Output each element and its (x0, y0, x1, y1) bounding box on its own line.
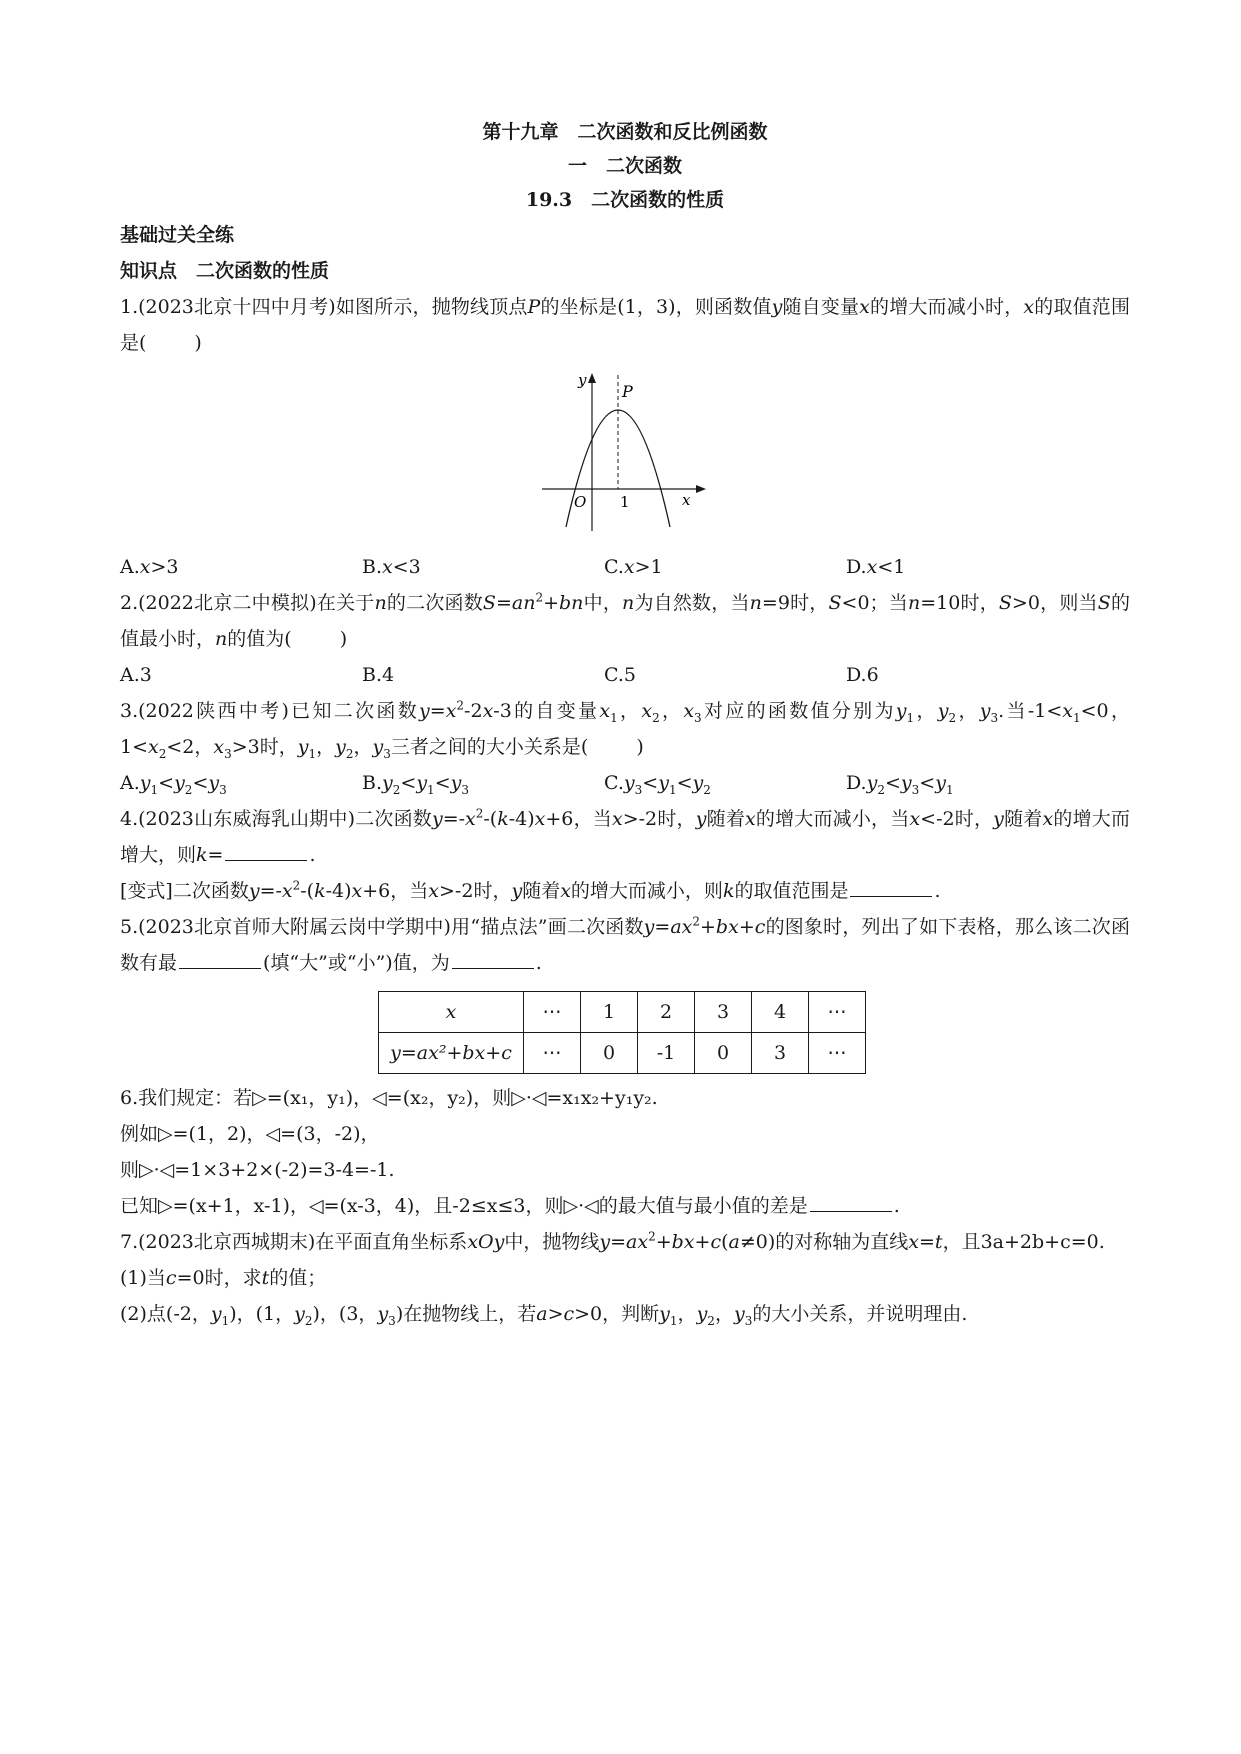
question-3-options (120, 765, 1130, 801)
option-a: A.3 (120, 664, 152, 686)
question-6-line-1: 6.我们规定：若▷=(x₁，y₁)，◁=(x₂，y₂)，则▷·◁=x₁x₂+y₁y₂. (120, 1087, 658, 1109)
table-cell: -1 (638, 1033, 695, 1074)
worksheet-page (120, 115, 1130, 1332)
option-c: $C.y_3<y_1<y_2$ (604, 772, 711, 797)
question-1-options (120, 549, 1130, 585)
option-b: B.4 (362, 664, 395, 686)
answer-blank[interactable] (179, 967, 261, 969)
option-a: $A.y_1<y_2<y_3$ (120, 772, 227, 797)
table-cell: ⋯ (524, 1033, 581, 1074)
label-y: y (578, 371, 587, 389)
x-axis-arrow (696, 485, 706, 493)
table-cell: y=ax²+bx+c (379, 1033, 524, 1074)
table-cell: 1 (581, 992, 638, 1033)
answer-blank[interactable] (850, 895, 932, 897)
question-4-variant: [变式]二次函数$y=-x^2-(k-4)x+6$，当x>-2时，y随着x的增大而减小，则k的取值范围是 . (120, 878, 941, 902)
table-cell: 0 (581, 1033, 638, 1074)
option-a: A.x>3 (120, 556, 179, 578)
label-O: O (574, 493, 587, 511)
values-table (378, 991, 866, 1074)
label-x: x (682, 491, 691, 509)
label-1: 1 (620, 493, 630, 511)
section-title: 一 二次函数 (567, 155, 682, 177)
table-cell: 3 (752, 1033, 809, 1074)
question-3: 3.(2022陕西中考)已知二次函数$y=x^2-2x-3$的自变量$x_1$，$x_2$，$x_3$对应的函数值分别为$y_1$，$y_2$，$y_3$.当$-1<x_1<0$，$1<x_2<2$，$x_3>3$时，$y_1$，$y_2$，$y_3$三者之间的大小关系是( ) (120, 698, 1130, 761)
practice-title: 基础过关全练 (120, 224, 235, 246)
table-cell: 0 (695, 1033, 752, 1074)
label-P: P (622, 382, 633, 401)
question-7-part-2: (2)点(-2，$y_1$)，(1，$y_2$)，(3，$y_3$)在抛物线上，若a>c>0，判断$y_1$，$y_2$，$y_3$的大小关系，并说明理由. (120, 1303, 968, 1328)
lesson-title: 19.3 二次函数的性质 (525, 189, 725, 211)
table-row (379, 1033, 866, 1074)
option-c: C.x>1 (604, 556, 663, 578)
question-6-line-2: 例如▷=(1，2)，◁=(3，-2)， (120, 1123, 380, 1145)
option-d: D.6 (846, 664, 879, 686)
option-d: D.x<1 (846, 556, 906, 578)
table-cell: ⋯ (809, 1033, 866, 1074)
table-cell: 3 (695, 992, 752, 1033)
question-5: 5.(2023北京首师大附属云岗中学期中)用“描点法”画二次函数$y=ax^2+bx+c$的图象时，列出了如下表格，那么该二次函数有最 (填“大”或“小”)值，为 . (120, 914, 1130, 974)
table-cell: x (379, 992, 524, 1033)
question-2: 2.(2022北京二中模拟)在关于n的二次函数$S=an^2+bn$中，n为自然数，当n=9时，S<0；当n=10时，S>0，则当S的值最小时，n的值为( ) (120, 590, 1130, 650)
answer-blank[interactable] (452, 967, 534, 969)
question-4: 4.(2023山东威海乳山期中)二次函数$y=-x^2-(k-4)x+6$，当x>-2时，y随着x的增大而减小，当x<-2时，y随着x的增大而增大，则k= . (120, 806, 1130, 866)
answer-blank[interactable] (225, 859, 307, 861)
question-1: 1.(2023北京十四中月考)如图所示，抛物线顶点P的坐标是(1，3)，则函数值y随自变量x的增大而减小时，x的取值范围是( ) (120, 296, 1130, 354)
option-b: $B.y_2<y_1<y_3$ (362, 772, 469, 797)
question-6-line-3: 则▷·◁=1×3+2×(-2)=3-4=-1. (120, 1159, 395, 1181)
option-d: $D.y_2<y_3<y_1$ (846, 772, 954, 797)
table-cell: 4 (752, 992, 809, 1033)
table-cell: 2 (638, 992, 695, 1033)
table-cell: ⋯ (809, 992, 866, 1033)
question-2-options (120, 657, 1130, 693)
table-cell: ⋯ (524, 992, 581, 1033)
question-7-part-1: (1)当c=0时，求t的值； (120, 1267, 327, 1289)
option-c: C.5 (604, 664, 636, 686)
table-row (379, 992, 866, 1033)
knowledge-point-title: 知识点 二次函数的性质 (120, 260, 330, 282)
answer-blank[interactable] (810, 1210, 892, 1212)
question-7: 7.(2023北京西城期末)在平面直角坐标系xOy中，抛物线$y=ax^2+bx+c(a\ne 0)$的对称轴为直线x=t，且3a+2b+c=0. (120, 1229, 1105, 1253)
chapter-title: 第十九章 二次函数和反比例函数 (482, 121, 768, 143)
question-6-line-4: 已知▷=(x+1，x-1)，◁=(x-3，4)，且-2≤x≤3，则▷·◁的最大值与最小值的差是 . (120, 1195, 900, 1217)
y-axis-arrow (588, 373, 596, 383)
parabola-figure (536, 369, 716, 539)
option-b: B.x<3 (362, 556, 421, 578)
